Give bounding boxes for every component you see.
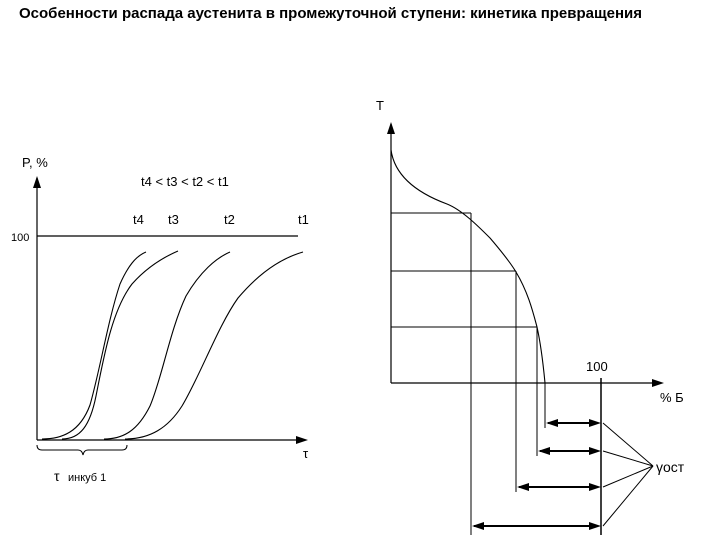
residual-arrow-4 (472, 522, 601, 530)
page-title: Особенности распада аустенита в промежуточной ступени: кинетика превращения (19, 5, 643, 22)
kinetic-curves-chart (11, 155, 309, 485)
residual-arrow-1 (546, 419, 601, 427)
right-y-axis-label: T (376, 98, 384, 113)
right-x-axis-arrow (652, 379, 664, 387)
incubation-label-main: τ (54, 468, 60, 484)
curve-label-t4: t4 (133, 212, 144, 227)
curve-label-t2: t2 (224, 212, 235, 227)
right-x-axis-label: % Б (660, 390, 684, 405)
kinetic-curve-t4 (42, 252, 146, 439)
curve-label-t3: t3 (168, 212, 179, 227)
right-x-tick-100: 100 (586, 359, 608, 374)
temperature-inequality: t4 < t3 < t2 < t1 (141, 174, 229, 189)
incubation-label (54, 468, 106, 485)
residual-arrow-3 (517, 483, 601, 491)
incubation-brace (37, 445, 127, 455)
residual-arrow-2 (538, 447, 601, 455)
left-y-axis-label: P, % (22, 155, 48, 170)
left-x-axis-arrow (296, 436, 308, 444)
residual-austenite-label: γост (656, 459, 685, 475)
pointer-line-2 (603, 451, 653, 466)
pointer-line-1 (603, 423, 653, 466)
kinetic-curve-t1 (125, 252, 303, 439)
kinetic-curve-t3 (62, 251, 178, 439)
pointer-line-3 (603, 466, 653, 487)
left-x-axis-label: τ (303, 446, 309, 461)
bainite-curve (391, 150, 545, 383)
curve-label-t1: t1 (298, 212, 309, 227)
left-y-axis-arrow (33, 176, 41, 188)
bainite-amount-chart (376, 98, 685, 535)
incubation-label-sub: инкуб 1 (67, 472, 107, 484)
left-y-tick-100: 100 (11, 232, 30, 244)
pointer-line-4 (603, 466, 653, 526)
right-y-axis-arrow (387, 122, 395, 134)
kinetic-curve-t2 (104, 252, 230, 439)
